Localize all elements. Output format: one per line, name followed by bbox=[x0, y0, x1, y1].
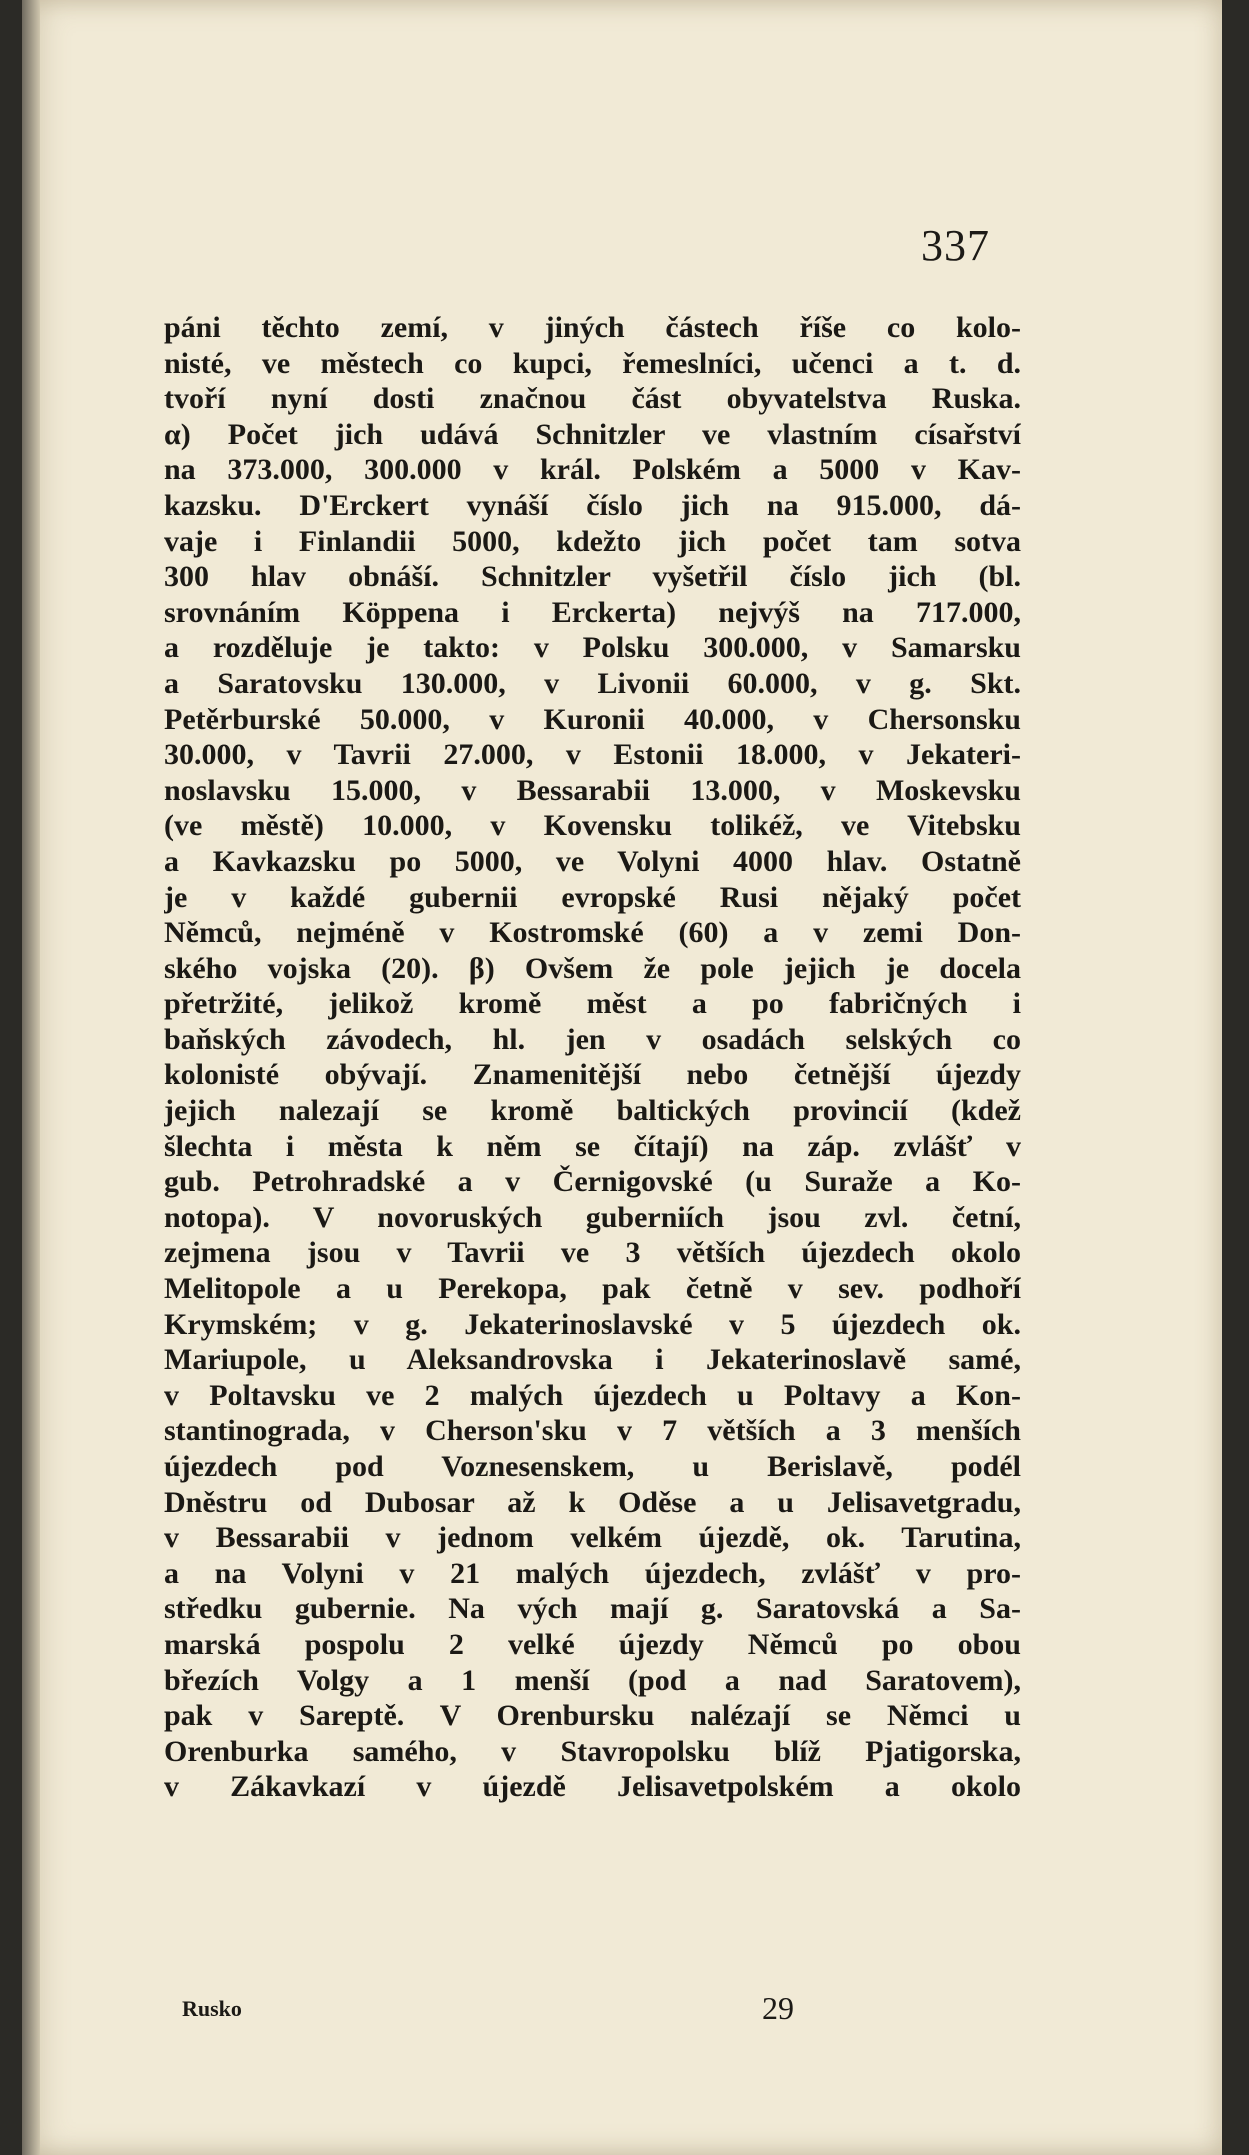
text-line: pak v Sareptě. V Orenbursku nalézají se Němci u bbox=[164, 1699, 1021, 1733]
text-line: notopa). V novoruských guberniích jsou zvl. četní, bbox=[164, 1200, 1021, 1234]
page-footer bbox=[182, 1990, 822, 2030]
text-line: v Poltavsku ve 2 malých újezdech u Poltavy a Kon- bbox=[164, 1378, 1021, 1412]
text-line: stantinograda, v Cherson'sku v 7 větších a 3 menších bbox=[164, 1414, 1021, 1448]
text-line: v Bessarabii v jednom velkém újezdě, ok. Tarutina, bbox=[164, 1521, 1021, 1555]
text-line: a rozděluje je takto: v Polsku 300.000, v Samarsku bbox=[164, 631, 1021, 665]
text-line: marská pospolu 2 velké újezdy Němců po obou bbox=[164, 1627, 1021, 1661]
text-line: je v každé gubernii evropské Rusi nějaký počet bbox=[164, 880, 1021, 914]
page-number: 337 bbox=[921, 221, 990, 270]
text-line: baňských závodech, hl. jen v osadách selských co bbox=[164, 1022, 1021, 1056]
text-line: jejich nalezají se kromě baltických provincií (kdež bbox=[164, 1094, 1021, 1128]
text-line: srovnáním Köppena i Erckerta) nejvýš na 717.000, bbox=[164, 595, 1021, 629]
text-line: Dněstru od Dubosar až k Oděse a u Jelisavetgradu, bbox=[164, 1485, 1021, 1519]
text-line: ského vojska (20). β) Ovšem že pole jejich je docela bbox=[164, 951, 1021, 985]
text-line: páni těchto zemí, v jiných částech říše co kolo- bbox=[164, 311, 1021, 344]
text-line: a Saratovsku 130.000, v Livonii 60.000, v g. Skt. bbox=[164, 666, 1021, 700]
text-line: vaje i Finlandii 5000, kdežto jich počet tam sotva bbox=[164, 524, 1021, 558]
signature-mark: Rusko bbox=[182, 1996, 242, 2021]
text-line: nisté, ve městech co kupci, řemeslníci, učenci a t. d. bbox=[164, 346, 1021, 380]
book-page bbox=[22, 0, 1222, 2155]
text-line: a na Volyni v 21 malých újezdech, zvlášť v pro- bbox=[164, 1556, 1021, 1590]
text-line: α) Počet jich udává Schnitzler ve vlastním císařství bbox=[164, 417, 1021, 451]
text-line: noslavsku 15.000, v Bessarabii 13.000, v Moskevsku bbox=[164, 773, 1021, 807]
text-line: (ve městě) 10.000, v Kovensku tolikéž, ve Vitebsku bbox=[164, 809, 1021, 843]
body-text bbox=[164, 310, 1021, 1805]
text-line: gub. Petrohradské a v Černigovské (u Suraže a Ko- bbox=[164, 1165, 1021, 1199]
text-line: Mariupole, u Aleksandrovska i Jekaterinoslavě samé, bbox=[164, 1343, 1021, 1377]
text-line: újezdech pod Voznesenskem, u Berislavě, podél bbox=[164, 1450, 1021, 1483]
text-line: 30.000, v Tavrii 27.000, v Estonii 18.000, v Jekateri- bbox=[164, 738, 1021, 772]
text-line: Melitopole a u Perekopa, pak četně v sev. podhoří bbox=[164, 1272, 1021, 1306]
sheet-number: 29 bbox=[762, 1990, 794, 2026]
text-line: Krymském; v g. Jekaterinoslavské v 5 újezdech ok. bbox=[164, 1307, 1021, 1341]
text-line: Orenburka samého, v Stavropolsku blíž Pjatigorska, bbox=[164, 1734, 1021, 1768]
text-line: kolonisté obývají. Znamenitější nebo četnější újezdy bbox=[164, 1058, 1021, 1092]
text-line: tvoří nyní dosti značnou část obyvatelstva Ruska. bbox=[164, 382, 1021, 416]
text-line: v Zákavkazí v újezdě Jelisavetpolském a okolo bbox=[164, 1770, 1021, 1804]
binding-gutter bbox=[22, 0, 40, 2155]
text-line: přetržité, jelikož kromě měst a po fabričných i bbox=[164, 987, 1021, 1021]
text-line: 300 hlav obnáší. Schnitzler vyšetřil číslo jich (bl. bbox=[164, 560, 1021, 594]
text-line: Němců, nejméně v Kostromské (60) a v zemi Don- bbox=[164, 916, 1021, 950]
text-line: březích Volgy a 1 menší (pod a nad Saratovem), bbox=[164, 1663, 1021, 1697]
text-line: středku gubernie. Na vých mají g. Saratovská a Sa- bbox=[164, 1592, 1021, 1626]
text-line: zejmena jsou v Tavrii ve 3 větších újezdech okolo bbox=[164, 1236, 1021, 1270]
text-line: šlechta i města k něm se čítají) na záp. zvlášť v bbox=[164, 1129, 1021, 1163]
text-line: a Kavkazsku po 5000, ve Volyni 4000 hlav. Ostatně bbox=[164, 844, 1021, 878]
text-line: na 373.000, 300.000 v král. Polském a 5000 v Kav- bbox=[164, 453, 1021, 487]
text-line: kazsku. D'Erckert vynáší číslo jich na 915.000, dá- bbox=[164, 488, 1021, 522]
text-line: Petěrburské 50.000, v Kuronii 40.000, v Chersonsku bbox=[164, 702, 1021, 736]
